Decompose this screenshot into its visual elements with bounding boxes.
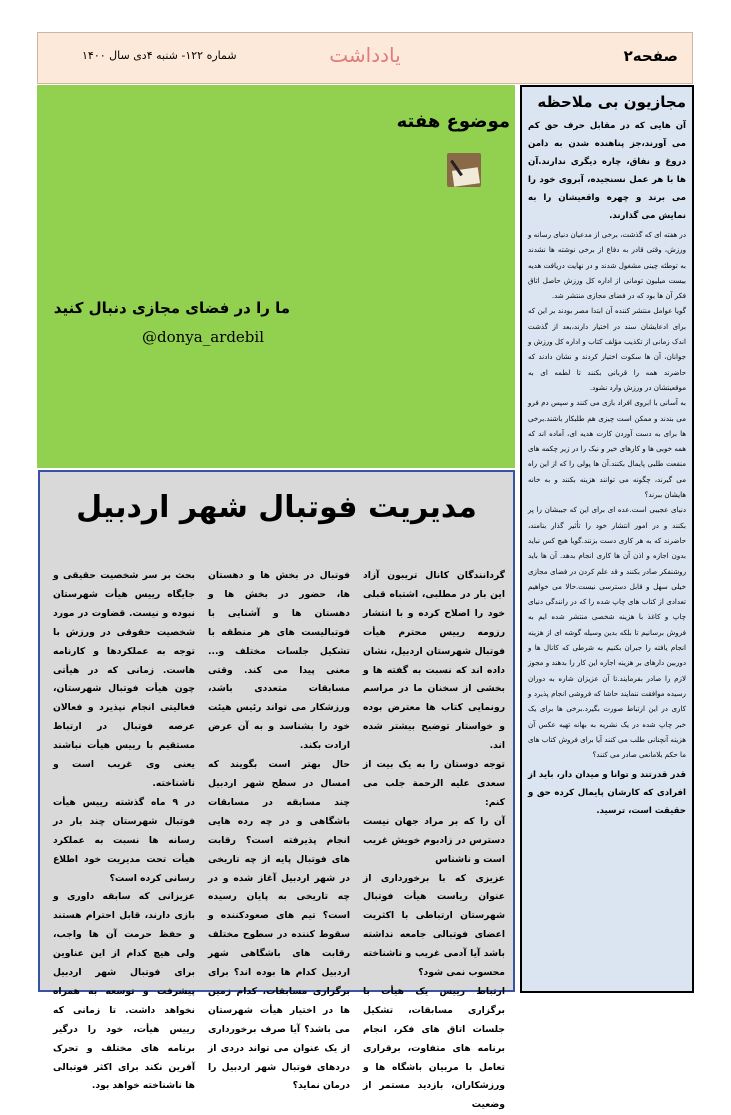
follow-us-text: ما را در فضای مجازی دنبال کنید — [53, 299, 290, 317]
article-column-2 — [208, 567, 350, 1092]
article-paragraph: حال بهتر است بگویند که امسال در سطح شهر اردبیل چند مسابقه در مسابقات باشگاهی و در چه رده هایی انجام پذیرفته است؟ رقابت های فوتبال پایه از چه تاریخی در شهر اردبیل آغاز شده و در چه تاریخی به پایان رسیده است؟ تیم های صعودکننده و سقوط کننده در سطوح مختلف رقابت های باشگاهی شهر اردبیل کدام ها بوده اند؟ برای برگزاری مسابقات، کدام زمین ها در اختیار هیأت شهرستان می باشد؟ آیا صرف برخورداری از یک عنوان می تواند دردی از دردهای فوتبال شهر اردبیل را درمان نماید؟ — [208, 759, 350, 1092]
article-paragraph: آن را که بر مراد جهان نیست دسترس در زادبوم خویش غریب است و ناشناس — [363, 815, 505, 865]
sidebar-paragraph: به آسانی با ابروی افراد بازی می کنند و سپس دم فرو می بندند و ممکن است چیزی هم طلبکار باشند.برخی ها برای به دست آوردن کارت هدیه ای، آماده اند که همه خوبی ها و کارهای خیر و نیک را در زیر چکمه های منفعت طلبی پایمال بکنند.آن ها پولی را که از این راه می گیرند، چگونه می توانند هزینه بکنند و به خانه هایشان ببرند؟ — [528, 398, 686, 500]
article-paragraph: گردانندگان کانال تریبون آزاد این بار در مطلبی، اشتباه قبلی خود را اصلاح کرده و با انتشار رزومه رییس محترم هیأت فوتبال شهرستان اردبیل، نشان داده اند که نسبت به گفته ها و بخشی از سخنان ما در مراسم رونمایی کتاب ها معترض بوده و خواستار توضیح بیشتر شده اند. — [363, 570, 505, 752]
sidebar-paragraph: در هفته ای که گذشت، برخی از مدعیان دنیای رسانه و ورزش، وقتی قادر به دفاع از برخی نوشته ها نشدند به توطئه چینی مشغول شدند و در نهایت دریافت هدیه بیست میلیون تومانی از اداره کل ورزش حاصل اتاق فکر آن ها بود که در فضای مجازی منتشر شد. — [528, 230, 686, 301]
sidebar-lead: آن هایی که در مقابل حرف حق کم می آورند،جز پناهنده شدن به دامن دروغ و نفاق، چاره دیگری ندارند.آن ها با هر عمل نسنجیده، آبروی خود را می برند و چهره واقعیشان را به نمایش می گذارند. — [528, 121, 686, 221]
page-header — [37, 32, 693, 84]
article-paragraph: عزیزانی که سابقه داوری و بازی دارند، قابل احترام هستند و حفظ حرمت آن ها واجب، ولی هیچ کدام از این عناوین برای فوتبال شهر اردبیل پیشرفت و توسعه به همراه نخواهد داشت. تا زمانی که رییس هیأت، خود را درگیر برنامه های مختلف و تحرک آفرین نکند برای اکثر فوتبالی ها ناشناخته خواهد بود. — [53, 891, 195, 1092]
section-title: یادداشت — [329, 43, 401, 67]
social-handle[interactable]: @donya_ardebil — [142, 328, 264, 346]
football-article — [38, 470, 515, 1111]
sidebar-paragraph: گویا عوامل منتشر کننده آن ابتدا مصر بودند بر این که برای ادعایشان سند در اختیار دارند،بعد از گذشت اندک زمانی از تکذیب مؤلف کتاب و اداره کل ورزش و جوانان، آن ها سکوت اختیار کردند و نشان دادند که حاضرند همه را قربانی بکنند تا لطمه ای به موقعیتشان در ورزش وارد نشود. — [528, 306, 686, 392]
writing-hand-icon — [447, 153, 481, 187]
article-paragraph: فوتبال در بخش ها و دهستان ها، حضور در بخش ها و دهستان ها و آشنایی با فوتبالیست های هر منطقه با تشکیل جلسات مختلف و... معنی پیدا می کند. وقتی مسابقات متعددی باشد، ورزشکار می تواند رئیس هیئت خود را بشناسد و به آن عرض ارادت بکند. — [208, 570, 350, 752]
article-title: مدیریت فوتبال شهر اردبیل — [76, 490, 477, 525]
sidebar-paragraph: دنیای عجیبی است.عده ای برای این که جیبشان را پر بکنند و در امور انتشار خود را تأثیر گذار بنامند، حاضرند که به هر کاری دست بزنند.گویا هیچ کس نباید بدون اجازه و اذن آن ها کاری انجام بدهد. آن ها باید روشنفکر صادر بکنند و قد علم کردن در فضای مجازی خیلی سهل و قابل دسترسی نیست.حالا می خواهیم تعدادی از کتاب های چاپ شده را که در رانندگی دنیای چاپ و کاغذ با هزینه شخصی منتشر شده ایم به فروش برسانیم تا بلکه بدین وسیله گوشه ای از هزینه انجام یافته را جبران بکنیم به شرطی که کانال ها و دوربین دارهای بر هزینه اجاره این کار را بدهند و مجوز لازم را صادر بفرمایند.تا آن عزیزان شاره به دوران رسیده موافقت ننمایند حاشا که فروشی انجام پذیرد و کاری در این ارتباط صورت بگیرد.برخی ها برای یک خبر چاپ شده در یک نشریه به بهانه تهیه عکس آن هزینه آنچنانی طلب می کنند آیا برای فروش کتاب های ما حکم بلامانعی صادر می کنند؟ — [528, 505, 686, 760]
article-paragraph: ارتباط رییس یک هیأت با برگزاری مسابقات، تشکیل جلسات اتاق های فکر، انجام برنامه های متفاوت، برقراری تعامل با مربیان باشگاه ها و ورزشکاران، بازدید مستمر از وضعیت — [363, 985, 505, 1111]
sidebar-title: مجازیون بی ملاحظه — [537, 93, 686, 111]
editorial-sidebar — [520, 85, 694, 993]
article-paragraph: توجه دوستان را به یک بیت از سعدی علیه الرحمة جلب می کنم: — [363, 759, 505, 808]
topic-title: موضوع هفته — [396, 111, 510, 132]
page-number: صفحه۲ — [623, 47, 678, 65]
article-paragraph: بحث بر سر شخصیت حقیقی و جایگاه رییس هیأت شهرستان نبوده و نیست. قضاوت در مورد شخصیت حقوقی در ورزش با توجه به عملکردها و کارنامه هاست. زمانی که در هیأتی چون هیأت فوتبال شهرستان، فعالیتی انجام نپذیرد و فعالان عرصه فوتبال در ارتباط مستقیم با رییس هیأت نباشند یعنی وی غریب است و ناشناخته. — [53, 570, 195, 789]
topic-of-week-box — [37, 85, 515, 468]
issue-info: شماره ۱۲۲- شنبه ۴دی سال ۱۴۰۰ — [82, 49, 237, 62]
article-column-3 — [53, 567, 195, 1092]
article-column-1 — [363, 567, 505, 1111]
sidebar-closing: قدر قدرتند و توانا و میدان دار، باید از افرادی که کارشان پایمال کرده حق و حقیقت است، ترسید. — [528, 770, 686, 817]
article-paragraph: عزیزی که با برخورداری از عنوان ریاست هیأت فوتبال شهرستان ارتباطی با اکثریت اعضای فوتبالی جامعه نداشته باشد آیا آدمی غریب و ناشناخته محسوب نمی شود؟ — [363, 872, 505, 979]
article-paragraph: در ۹ ماه گذشته رییس هیأت فوتبال شهرستان چند بار در رسانه ها نسبت به عملکرد هیأت تحت مدیریت خود اطلاع رسانی کرده است؟ — [53, 796, 195, 884]
